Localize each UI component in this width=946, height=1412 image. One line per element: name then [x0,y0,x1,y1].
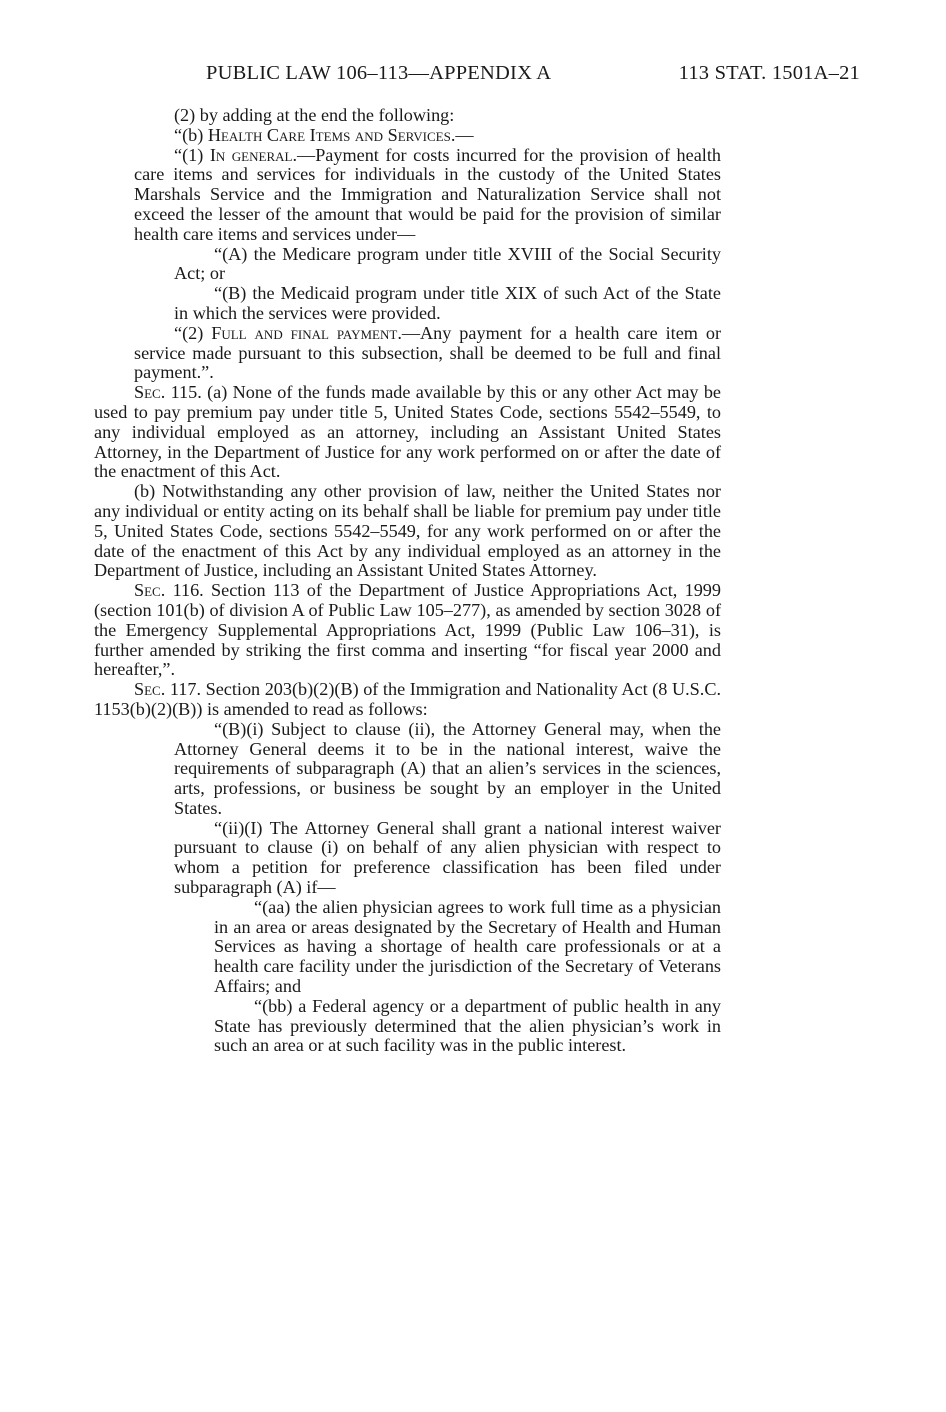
subsection-b-heading [94,126,721,146]
small-caps-heading: Sec [134,382,161,403]
clause-ii-I [94,819,721,898]
clause-b-medicaid [94,284,721,324]
small-caps-heading: Full and final payment [211,322,398,343]
paragraph-prefix: “(b) [174,124,208,145]
paragraph-text: .— [450,124,474,145]
section-116 [94,581,721,680]
section-115-b [94,482,721,581]
section-117 [94,680,721,720]
paragraph-text: “(B)(i) Subject to clause (ii), the Attorney General may, when the Attorney General deems it to be in the national interest, waive the requirements of subparagraph (A) that an alien’s services in the sciences, arts, professions, or business be sought by an employer in the United States. [174,718,721,818]
header-stat-citation: 113 STAT. 1501A–21 [678,62,860,84]
paragraph-prefix: “(1) [174,144,210,165]
section-115-a [94,383,721,482]
paragraph-2-full-and-final-payment [94,324,721,383]
paragraph-text: .—Payment for costs incurred for the provision of health care items and services for individuals in the custody of the United States Marshals Service and the Immigration and Naturalization Service shall not exceed the lesser of the amount that would be paid for the provision of similar health care items and services under— [134,144,721,244]
running-header [206,62,860,88]
paragraph-text: (2) by adding at the end the following: [174,105,455,125]
item-aa [94,898,721,997]
paragraph-text: .—Any payment for a health care item or service made pursuant to this subsection, shall be deemed to be full and final payment.”. [134,322,722,383]
paragraph-text: . 116. Section 113 of the Department of Justice Appropriations Act, 1999 (section 101(b) of division A of Public Law 105–277), as amended by section 3028 of the Emergency Supplemental Appropriations Act, 1999 (Public Law 106–31), is further amended by striking the first comma and inserting “for fiscal year 2000 and hereafter,”. [94,580,721,680]
document-body [94,106,721,1056]
amendment-intro [94,106,721,126]
paragraph-text: (b) Notwithstanding any other provision of law, neither the United States nor any individual or entity acting on its behalf shall be liable for premium pay under title 5, United States Code, sections 5542–5549, for any work performed on or after the date of the enactment of this Act by any individual employed as an attorney in the Department of Justice, including an Assistant United States Attorney. [94,481,721,581]
paragraph-text: “(bb) a Federal agency or a department of public health in any State has previously determined that the alien physician’s work in such an area or at such facility was in the public interest. [214,995,721,1056]
paragraph-text: “(B) the Medicaid program under title XIX of such Act of the State in which the services were provided. [174,283,721,323]
paragraph-prefix: “(2) [174,322,212,343]
clause-b-i [94,720,721,819]
paragraph-1-in-general [94,146,721,245]
paragraph-text: “(ii)(I) The Attorney General shall grant a national interest waiver pursuant to clause (i) on behalf of any alien physician with respect to whom a petition for preference classification has been filed under subparagraph (A) if— [174,817,721,898]
small-caps-heading: Sec [134,679,161,700]
clause-a-medicare [94,245,721,285]
item-bb [94,997,721,1056]
small-caps-heading: In general [209,144,293,165]
paragraph-text: . 117. Section 203(b)(2)(B) of the Immigration and Nationality Act (8 U.S.C. 1153(b)(2)(B)) is amended to read as follows: [94,679,721,719]
header-law-title: PUBLIC LAW 106–113—APPENDIX A [206,62,552,84]
small-caps-heading: Health Care Items and Services [207,124,451,145]
paragraph-text: “(aa) the alien physician agrees to work full time as a physician in an area or areas designated by the Secretary of Health and Human Services as having a shortage of health care professionals or at a health care facility under the jurisdiction of the Secretary of Veterans Affairs; and [214,896,721,997]
paragraph-text: “(A) the Medicare program under title XVIII of the Social Security Act; or [174,243,721,284]
small-caps-heading: Sec [134,580,161,601]
paragraph-text: . 115. (a) None of the funds made available by this or any other Act may be used to pay premium pay under title 5, United States Code, sections 5542–5549, to any individual employed as an attorney, including an Assistant United States Attorney, in the Department of Justice for any work performed on or after the date of the enactment of this Act. [94,382,721,482]
